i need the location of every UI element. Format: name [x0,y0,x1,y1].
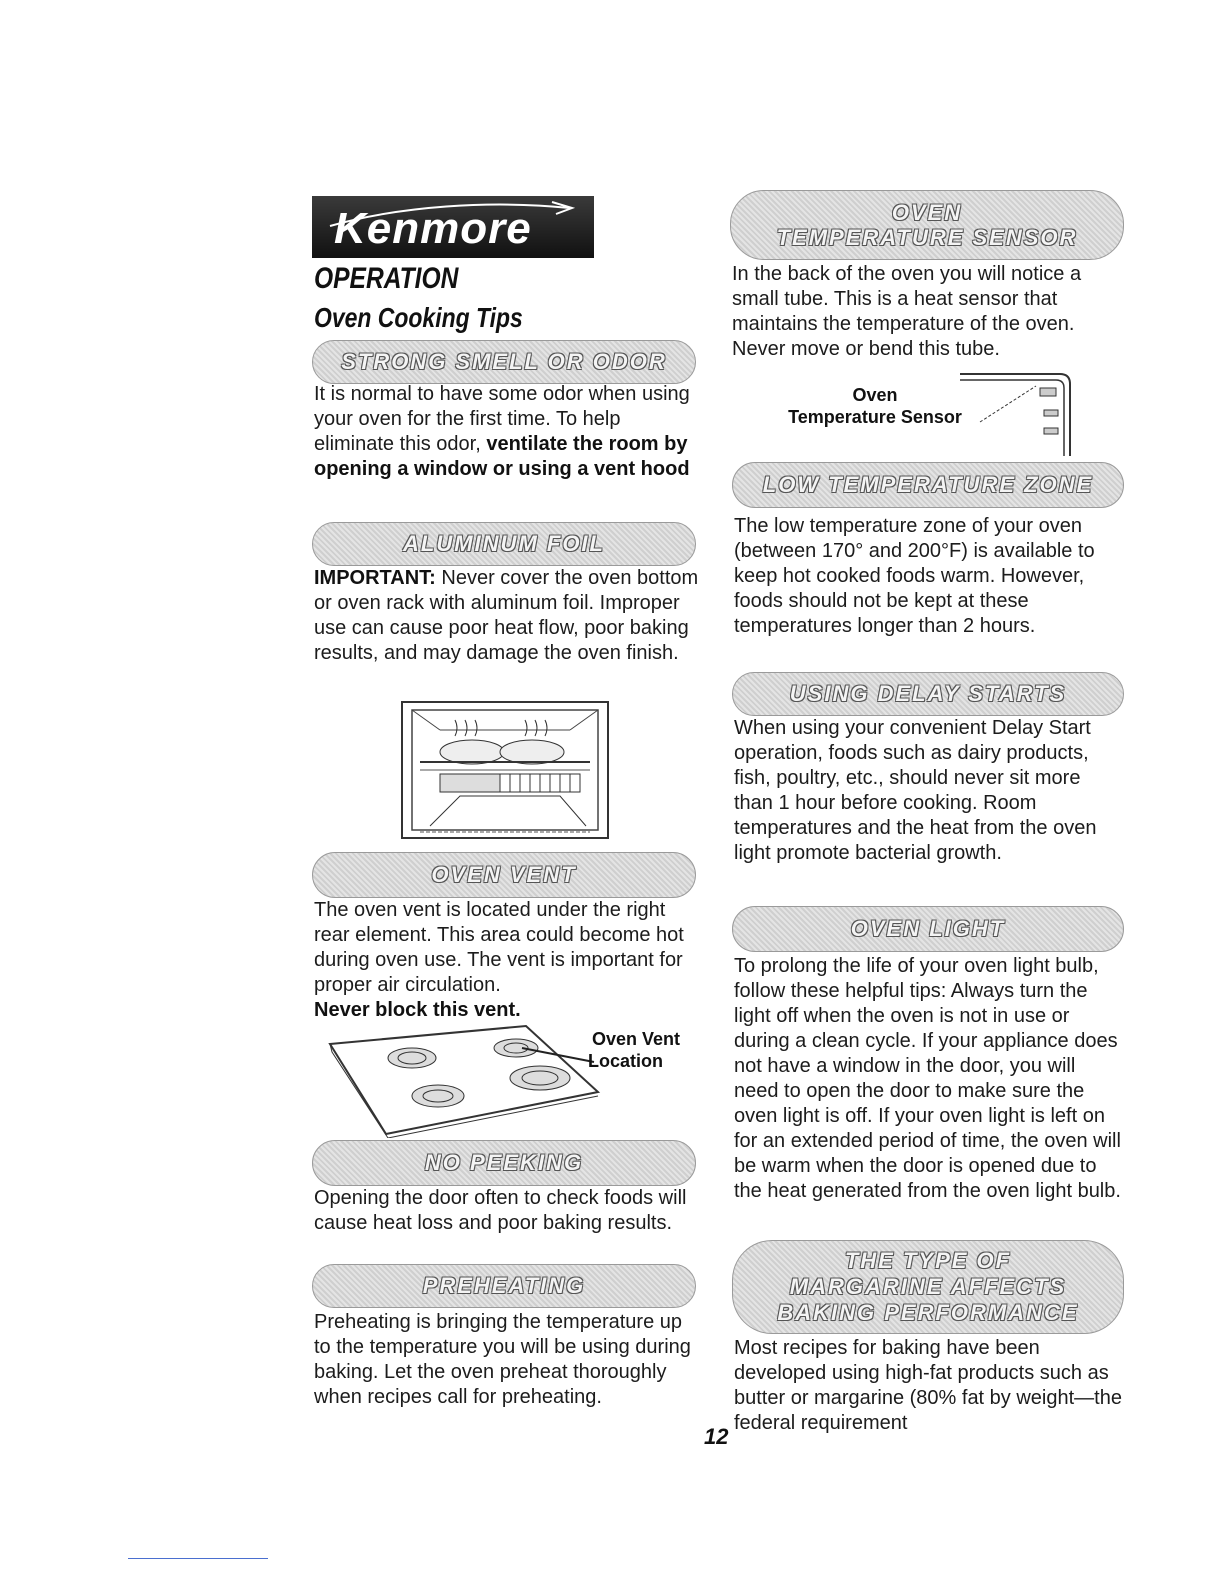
page-number: 12 [704,1424,729,1449]
page-subtitle: Oven Cooking Tips [314,302,523,333]
banner-oven-vent-label: OVEN VENT [431,862,577,888]
important-label: IMPORTANT: [314,567,436,589]
banner-oven-vent [312,852,696,898]
banner-margarine-line1: THE TYPE OF [844,1248,1012,1273]
banner-margarine [732,1240,1124,1334]
banner-delay-starts [732,672,1124,716]
temp-sensor-paragraph: In the back of the oven you will notice a small tube. This is a heat sensor that maintains the temperature of the oven. Never move or bend this tube. [732,263,1082,360]
banner-strong-smell-label: STRONG SMELL OR ODOR [341,349,667,375]
oven-vent-warning: Never block this vent. [314,999,521,1021]
banner-aluminum-foil-label: ALUMINUM FOIL [403,531,605,557]
banner-no-peeking [312,1140,696,1186]
banner-margarine-line2: MARGARINE AFFECTS [789,1274,1067,1299]
banner-preheating [312,1264,696,1308]
oven-vent-figure-label [590,1028,680,1072]
strong-smell-paragraph [314,382,702,482]
banner-temp-sensor-line1: OVEN [891,199,963,225]
banner-delay-starts-label: USING DELAY STARTS [789,681,1067,707]
banner-oven-light-label: OVEN LIGHT [850,916,1006,942]
no-peeking-paragraph: Opening the door often to check foods will cause heat loss and poor baking results. [314,1187,687,1234]
banner-low-temp-zone [732,462,1124,508]
banner-temp-sensor-line2: TEMPERATURE SENSOR [776,225,1078,250]
banner-margarine-label [777,1248,1078,1326]
temp-sensor-label-line1: Oven [852,385,898,405]
banner-preheating-label: PREHEATING [422,1273,586,1299]
oven-vent-paragraph [314,898,706,1023]
temp-sensor-illustration [940,366,1076,458]
footer-divider [128,1558,268,1559]
page-section-title: OPERATION [314,262,459,295]
strong-smell-text: It is normal to have some odor when using your oven for the first time. To help eliminate this odor, [314,383,690,455]
margarine-paragraph: Most recipes for baking have been developed using high-fat products such as butter or margarine (80% fat by weight—the federal requirement [734,1337,1122,1434]
strong-smell-bold-text: ventilate the room by opening a window or using a vent hood [314,433,690,480]
oven-interior-illustration [400,700,610,840]
temp-sensor-label-line2: Temperature Sensor [788,407,962,427]
banner-margarine-line3: BAKING PERFORMANCE [777,1300,1079,1325]
kenmore-logo [312,196,594,258]
banner-temp-sensor-label [777,200,1078,251]
banner-temp-sensor [730,190,1124,260]
banner-oven-light [732,906,1124,952]
oven-vent-text: The oven vent is located under the right rear element. This area could become hot during oven use. The vent is important for proper air circulation. [314,899,684,996]
oven-vent-label-line1: Oven Vent [592,1029,681,1049]
cooktop-vent-illustration [326,1022,616,1138]
banner-strong-smell [312,340,696,384]
aluminum-foil-paragraph [314,566,704,666]
delay-starts-paragraph: When using your convenient Delay Start operation, foods such as dairy products, fish, poultry, etc., should never sit more than 1 hour before cooking. Room temperatures and the heat from the oven light promote bacterial growth. [734,717,1097,864]
banner-aluminum-foil [312,522,696,566]
logo-text: Kenmore [334,204,532,253]
low-temp-zone-paragraph: The low temperature zone of your oven (between 170° and 200°F) is available to keep hot cooked foods warm. However, foods should not be kept at these temperatures longer than 2 hours. [734,515,1095,637]
oven-vent-label-line2: Location [588,1051,663,1071]
banner-no-peeking-label: NO PEEKING [424,1150,584,1176]
aluminum-foil-text: Never cover the oven bottom or oven rack with aluminum foil. Improper use can cause poor heat flow, poor baking results, and may damage the oven finish. [314,567,699,664]
oven-light-paragraph: To prolong the life of your oven light bulb, follow these helpful tips: Always turn the light off when the oven is not in use or during a clean cycle. If your appliance does not have a window in the door, you will need to open the door to make sure the oven light is off. If your oven light is left on for an extended period of time, the oven will be warm when the door is opened due to the heat generated from the oven light bulb. [734,955,1121,1202]
preheating-paragraph: Preheating is bringing the temperature up to the temperature you will be using during baking. Let the oven preheat thoroughly when recipes call for preheating. [314,1311,691,1408]
banner-low-temp-zone-label: LOW TEMPERATURE ZONE [762,472,1094,498]
